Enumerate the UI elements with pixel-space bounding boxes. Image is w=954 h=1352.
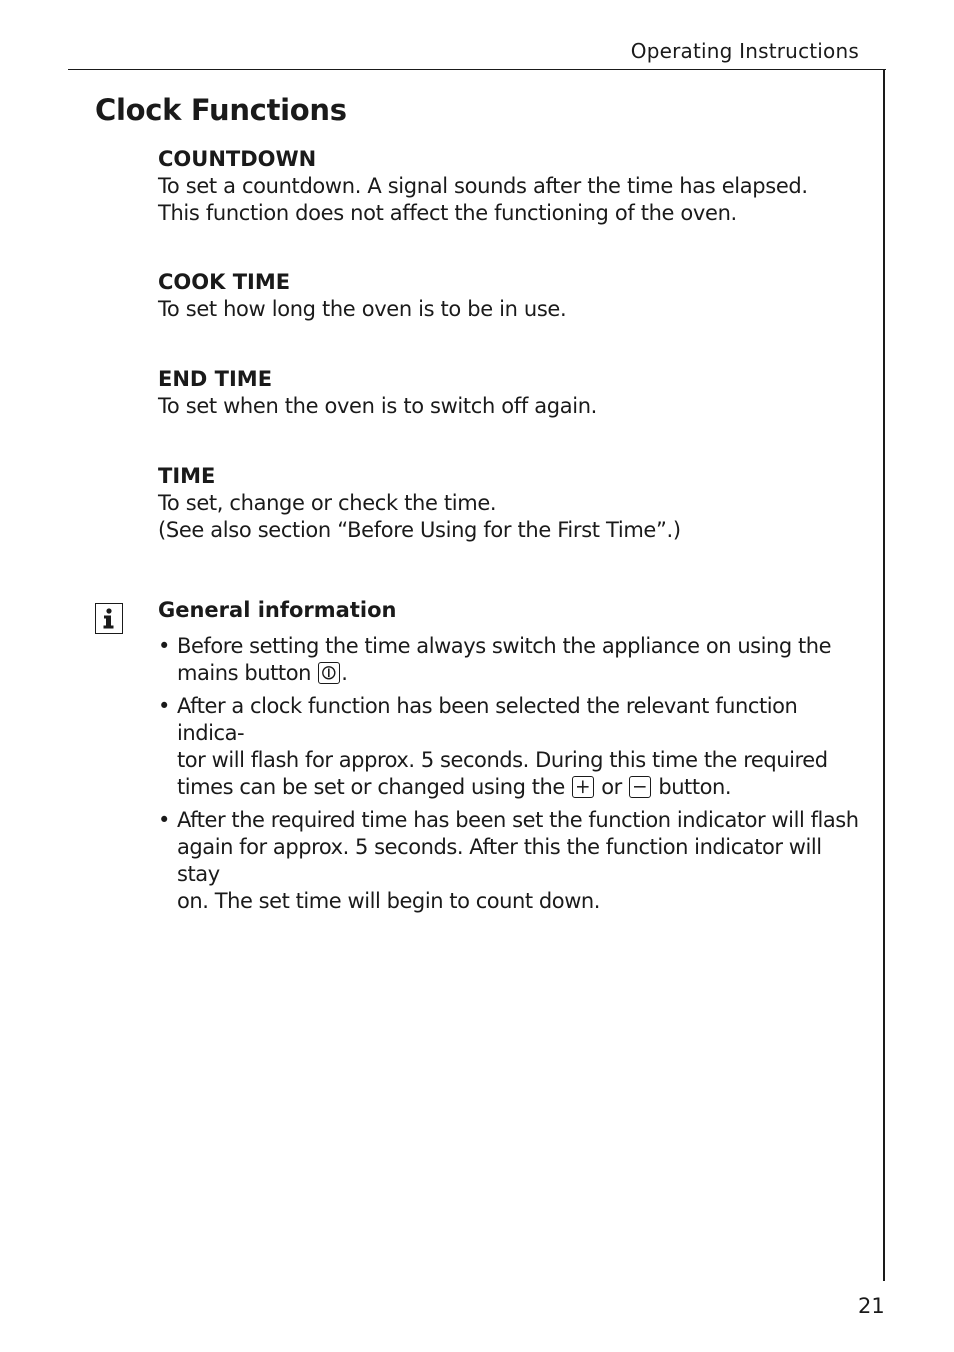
section-heading-countdown: COUNTDOWN — [158, 147, 317, 171]
header-section-title: Operating Instructions — [630, 39, 859, 63]
plus-button-icon — [572, 776, 594, 798]
bullet-text-fragment: . — [341, 661, 348, 685]
bullet-text-line — [177, 660, 866, 687]
power-button-icon — [318, 662, 340, 684]
page-number: 21 — [858, 1294, 885, 1318]
general-information-heading: General information — [158, 598, 397, 622]
bullet-text-line: Before setting the time always switch the appliance on using the — [177, 634, 832, 658]
bullet-text-line: again for approx. 5 seconds. After this the function indicator will stay — [177, 835, 822, 886]
page-side-rule — [883, 69, 885, 1281]
section-text-countdown-line-1: To set a countdown. A signal sounds after the time has elapsed. — [158, 174, 808, 198]
section-cook-time — [158, 269, 868, 323]
list-item — [158, 807, 866, 915]
section-text-cook-time-line-1: To set how long the oven is to be in use. — [158, 297, 567, 321]
info-icon — [95, 603, 123, 634]
section-text-countdown-line-2: This function does not affect the functioning of the oven. — [158, 201, 737, 225]
bullet-text-line: on. The set time will begin to count down. — [177, 889, 601, 913]
bullet-text-line: After the required time has been set the function indicator will flash — [177, 808, 859, 832]
page-title: Clock Functions — [95, 93, 347, 127]
section-countdown — [158, 146, 868, 227]
section-end-time — [158, 366, 868, 420]
bullet-text-fragment: button. — [652, 775, 732, 799]
minus-button-icon — [629, 776, 651, 798]
header-rule — [68, 69, 886, 70]
bullet-text-fragment: or — [595, 775, 629, 799]
bullet-text-fragment: times can be set or changed using the — [177, 775, 572, 799]
bullet-symbol: • — [158, 808, 170, 832]
bullet-text-line — [177, 774, 866, 801]
section-time — [158, 463, 868, 544]
section-heading-cook-time: COOK TIME — [158, 270, 291, 294]
section-text-time-line-2: (See also section “Before Using for the First Time”.) — [158, 518, 681, 542]
section-heading-time: TIME — [158, 464, 216, 488]
list-item — [158, 633, 866, 687]
bullet-symbol: • — [158, 634, 170, 658]
section-text-end-time-line-1: To set when the oven is to switch off again. — [158, 394, 597, 418]
general-information-list — [158, 633, 866, 921]
section-text-time-line-1: To set, change or check the time. — [158, 491, 497, 515]
section-heading-end-time: END TIME — [158, 367, 273, 391]
bullet-symbol: • — [158, 694, 170, 718]
list-item — [158, 693, 866, 801]
bullet-text-line: After a clock function has been selected the relevant function indica- — [177, 694, 798, 745]
bullet-text-line: tor will flash for approx. 5 seconds. During this time the required — [177, 748, 828, 772]
bullet-text-fragment: mains button — [177, 661, 318, 685]
